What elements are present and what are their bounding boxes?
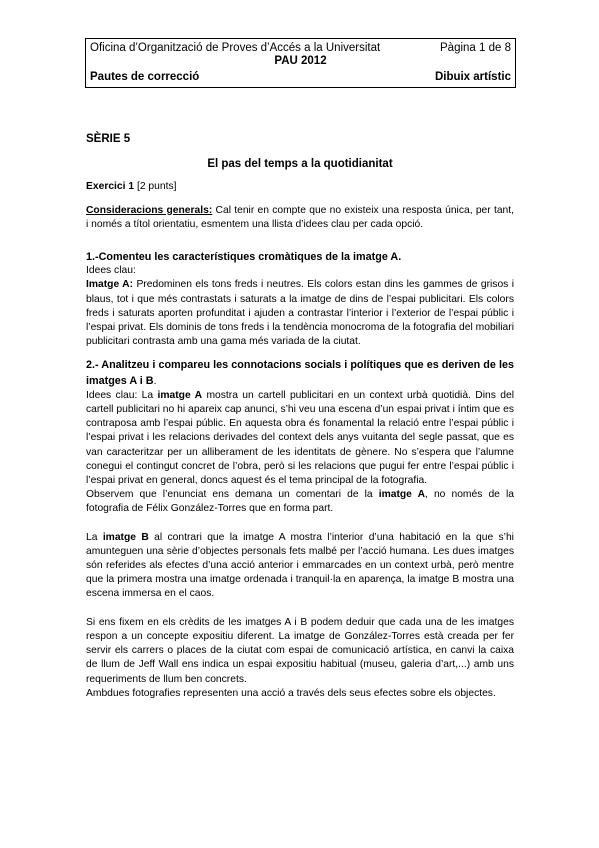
exercise-points: [2 punts]: [136, 181, 177, 193]
question-2-paragraph-2: Observem que l’enunciat ens demana un comentari de la imatge A, no només de la fotografia de Félix González-Torres que en forma part.: [86, 489, 514, 515]
question-1-text: Predominen els tons freds i neutres. Els colors estan dins les gammes de grisos i blaus, tot i que més contrastats i saturats a la imatge de dins de l’espai publicitari. Els colors freds i saturats aporten profunditat i ajuden a contrastar l’interior i l’exterior de l’espai públic i l’espai privat. Els dominis de tons freds i la tendència monocroma de la fotografia del mobiliari publicitari contrasta amb una gama més variada de la ciutat.: [86, 279, 514, 348]
question-1-answer: [86, 278, 514, 349]
question-2-paragraph-4: Si ens fixem en els crèdits de les imatges A i B podem deduir que cada una de les imatges respon a un concepte expositiu diferent. La imatge de González-Torres està creada per fer servir els carrers o places de la ciutat com espai de comunicació artística, en canvi la caixa de llum de Jeff Wall ens indica un espai expositiu habitual (museu, galeria d’art,...) amb uns requeriments de llum ben concrets.: [86, 616, 514, 685]
question-2-paragraph-1: Idees clau: La imatge A mostra un cartell publicitari en un context urbà quotidià. Dins del cartell publicitari no hi apareix cap anunci, s’hi veu una escena d’un espai privat i íntim que es contraposa amb l’espai públic. En aquesta obra és fonamental la relació entre l’espai públic i l’espai privat i les relacions derivades del context dels anys vuitanta del segle passat, que es van caracteritzar per un alliberament de les identitats de gènere. No s’espera que l’alumne conegui el contingut concret de l’obra, però si les relacions que pugui fer entre l’espai públic i l’espai privat en general, doncs aquest és el tema principal de la fotografia.: [86, 389, 514, 487]
question-2-paragraph-5: Ambdues fotografies representen una acció a través dels seus efectes sobre els objectes.: [86, 687, 496, 699]
question-2-paragraph-3: La imatge B al contrari que la imatge A mostra l’interior d’una habitació en la que s’hi amunteguen una sèrie d’objectes personals fets malbé per l’acció humana. Les dues imatges són referides als efectes d’una acció anterior i emmarcades en un context urbà, però mentre que la primera mostra una imatge ordenada i tranquil·la en aparença, la imatge B mostra una escena immersa en el caos.: [86, 531, 514, 600]
document-body: [86, 132, 514, 701]
subject-name: Dibuix artístic: [434, 71, 511, 83]
question-1-title: 1.-Comenteu les característiques cromàtiques de la imatge A.: [86, 251, 402, 264]
general-considerations: [86, 204, 514, 232]
general-label: Consideracions generals:: [86, 204, 213, 216]
exam-name: PAU 2012: [274, 55, 327, 67]
document-title: El pas del temps a la quotidianitat: [207, 158, 393, 171]
office-name: Oficina d’Organització de Proves d’Accés a la Universitat: [90, 42, 381, 54]
serie-heading: SÈRIE 5: [86, 133, 131, 145]
page-number: Pàgina 1 de 8: [440, 42, 511, 54]
page-header: [85, 38, 516, 88]
question-1-ideas: Idees clau:: [86, 265, 136, 277]
general-text: Cal tenir en compte que no existeix una resposta única, per tant, i només a títol orientatiu, esmentem una llista d’idees clau per cada opció.: [86, 204, 514, 230]
question-2-title: 2.- Analitzeu i compareu les connotacions socials i polítiques que es deriven de les imatges A i B.: [86, 359, 514, 387]
section-name: Pautes de correcció: [90, 71, 200, 83]
exercise-heading: [86, 180, 514, 194]
exercise-label: Exercici 1: [86, 181, 135, 193]
image-a-label: Imatge A:: [86, 279, 134, 291]
